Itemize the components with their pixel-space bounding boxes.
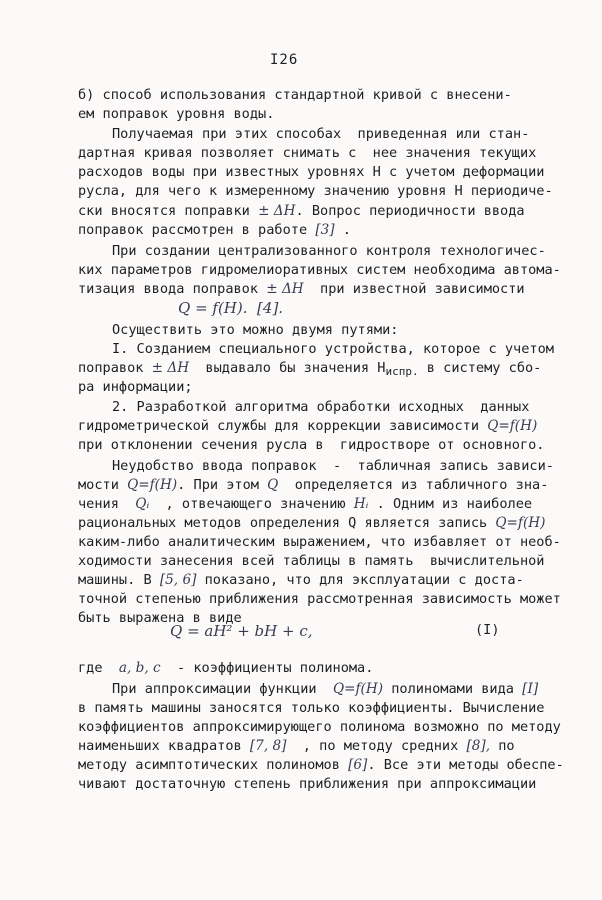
text-line: каким-либо аналитическим выражением, что избавляет от необ- bbox=[78, 534, 561, 550]
text-line: ра информации; bbox=[78, 379, 193, 395]
text-line: машины. В [5, 6] показано, что для эксплуатации с доста- bbox=[78, 572, 524, 588]
handwritten-reference: [5, 6] bbox=[159, 572, 197, 588]
text-line: чения Qᵢ , отвечающего значению Hᵢ . Одним из наиболее bbox=[78, 496, 533, 512]
text-line: При аппроксимации функции Q=f(H) полиномами вида [I] bbox=[112, 681, 539, 697]
handwritten-delta-h: ± ΔH bbox=[151, 360, 190, 376]
text-line: ем поправок уровня воды. bbox=[78, 106, 275, 122]
equation-number: (I) bbox=[475, 622, 500, 638]
text-line: При создании централизованного контроля технологичес- bbox=[112, 243, 546, 259]
handwritten-dependency: Q=f(H) bbox=[332, 681, 384, 697]
handwritten-dependency: Q=f(H) bbox=[495, 515, 546, 531]
text-line: чивают достаточную степень приближения при аппроксимации bbox=[78, 776, 537, 792]
text-line: гидрометрической службы для коррекции зависимости Q=f(H) bbox=[78, 418, 538, 434]
text-line: 2. Разработкой алгоритма обработки исходных данных bbox=[112, 399, 530, 415]
text-line: тизация ввода поправок ± ΔH при известной зависимости bbox=[78, 281, 525, 297]
handwritten-dependency: Q=f(H) bbox=[127, 477, 178, 493]
text-line: наименьших квадратов [7, 8] , по методу средних [8], по bbox=[78, 738, 515, 754]
text-line: быть выражена в виде bbox=[78, 610, 242, 626]
text-line: методу асимптотических полиномов [6]. Все эти методы обеспе- bbox=[78, 757, 564, 773]
text-line: расходов воды при известных уровнях Н с учетом деформации bbox=[78, 164, 545, 180]
text-line: в память машины заносятся только коэффициенты. Вычисление bbox=[78, 700, 545, 716]
text-line: ходимости занесения всей таблицы в память вычислительной bbox=[78, 553, 545, 569]
text-line: где a, b, c - коэффициенты полинома. bbox=[78, 660, 374, 676]
polynomial-formula: Q = aH² + bH + c, bbox=[170, 622, 313, 640]
handwritten-coefficients: a, b, c bbox=[118, 660, 161, 676]
text-line: Осуществить это можно двумя путями: bbox=[112, 322, 399, 338]
text-line: рациональных методов определения Q является запись Q=f(H) bbox=[78, 515, 546, 531]
handwritten-reference: [7, 8] bbox=[249, 738, 287, 754]
text-line: ски вносятся поправки ± ΔH. Вопрос периодичности ввода bbox=[78, 203, 525, 219]
text-line: при отклонении сечения русла в гидростворе от основного. bbox=[78, 437, 545, 453]
handwritten-reference: [6] bbox=[348, 757, 368, 773]
text-line: русла, для чего к измеренному значению уровня Н периодиче- bbox=[78, 183, 553, 199]
text-line: точной степенью приближения рассмотренная зависимость может bbox=[78, 591, 561, 607]
text-line: Неудобство ввода поправок - табличная запись зависи- bbox=[112, 458, 554, 474]
page-number: I26 bbox=[270, 52, 299, 68]
text-line: Получаемая при этих способах приведенная или стан- bbox=[112, 126, 530, 142]
handwritten-variable: Hᵢ bbox=[353, 496, 369, 512]
text-line: ких параметров гидромелиоративных систем необходима автома- bbox=[78, 262, 561, 278]
handwritten-reference: [8], bbox=[466, 738, 491, 754]
handwritten-dependency: Q=f(H) bbox=[487, 418, 538, 434]
handwritten-dependency: Q = f(H). [4]. bbox=[178, 299, 284, 317]
text-line: поправок рассмотрен в работе [3] . bbox=[78, 222, 351, 238]
text-line: б) способ использования стандартной кривой с внесени- bbox=[78, 87, 512, 103]
text-line: I. Созданием специального устройства, которое с учетом bbox=[112, 341, 554, 357]
handwritten-reference: [3] bbox=[315, 222, 335, 238]
text-line: дартная кривая позволяет снимать с нее значения текущих bbox=[78, 145, 537, 161]
handwritten-delta-h: ± ΔH bbox=[266, 281, 304, 297]
text-line: коэффициентов аппроксимирующего полинома возможно по методу bbox=[78, 719, 561, 735]
text-line: мости Q=f(H). При этом Q определяется из табличного зна- bbox=[78, 477, 549, 493]
handwritten-variable: Qᵢ bbox=[135, 496, 150, 512]
text-line: поправок ± ΔH выдавало бы значения $Н_{испр.}$ в систему сбо- bbox=[78, 360, 542, 378]
handwritten-delta-h: ± ΔH bbox=[258, 203, 296, 219]
handwritten-variable: Q bbox=[267, 477, 279, 493]
handwritten-reference: [I] bbox=[522, 681, 539, 697]
